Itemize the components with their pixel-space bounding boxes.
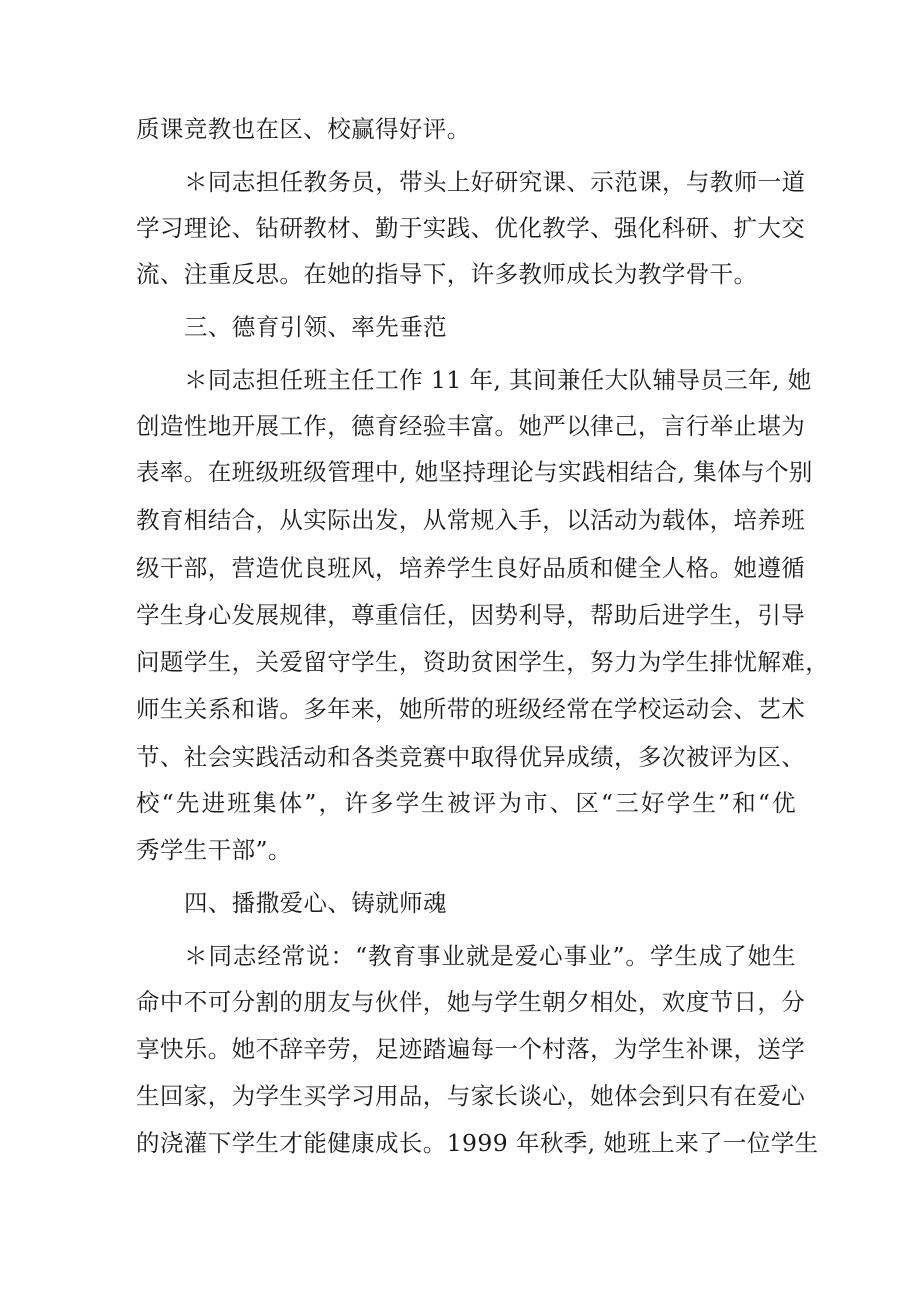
text-line: 节、社会实践活动和各类竞赛中取得优异成绩，多次被评为区、 <box>136 743 806 771</box>
section-heading: 三、德育引领、率先垂范 <box>184 313 447 341</box>
text-line: 创造性地开展工作，德育经验丰富。她严以律己，言行举止堪为 <box>136 412 806 440</box>
section-heading: 四、播撒爱心、铸就师魂 <box>184 889 447 917</box>
text-line: 学生身心发展规律，尊重信任，因势利导，帮助后进学生，引导 <box>136 601 806 629</box>
text-line: 秀学生干部”。 <box>136 836 292 864</box>
text-line: 校“先进班集体”，许多学生被评为市、区“三好学生”和“优 <box>136 789 796 817</box>
text-line: 师生关系和谐。多年来，她所带的班级经常在学校运动会、艺术 <box>136 695 806 723</box>
text-line: 享快乐。她不辞辛劳，足迹踏遍每一个村落，为学生补课，送学 <box>136 1035 806 1063</box>
text-line: 表率。在班级班级管理中, 她坚持理论与实践相结合, 集体与个别 <box>136 458 813 486</box>
text-line: 级干部，营造优良班风，培养学生良好品质和健全人格。她遵循 <box>136 554 806 582</box>
text-line: 教育相结合，从实际出发，从常规入手，以活动为载体，培养班 <box>136 506 806 534</box>
text-line: 问题学生，关爱留守学生，资助贫困学生，努力为学生排忧解难， <box>136 648 830 676</box>
text-line: 学习理论、钻研教材、勤于实践、优化教学、强化科研、扩大交 <box>136 214 806 242</box>
paragraph-first-line: ＊同志担任班主任工作 11 年, 其间兼任大队辅导员三年, 她 <box>184 366 812 394</box>
text-line: 生回家，为学生买学习用品，与家长谈心，她体会到只有在爱心 <box>136 1082 806 1110</box>
text-line: 的浇灌下学生才能健康成长。1999 年秋季, 她班上来了一位学生 <box>136 1129 819 1157</box>
text-line: 质课竞教也在区、校赢得好评。 <box>136 115 471 143</box>
text-line: 命中不可分割的朋友与伙伴，她与学生朝夕相处，欢度节日，分 <box>136 988 806 1016</box>
paragraph-first-line: ＊同志担任教务员，带头上好研究课、示范课，与教师一道 <box>184 168 806 196</box>
text-line: 流、注重反思。在她的指导下，许多教师成长为教学骨干。 <box>136 260 758 288</box>
paragraph-first-line: ＊同志经常说：“教育事业就是爱心事业”。学生成了她生 <box>184 942 796 970</box>
